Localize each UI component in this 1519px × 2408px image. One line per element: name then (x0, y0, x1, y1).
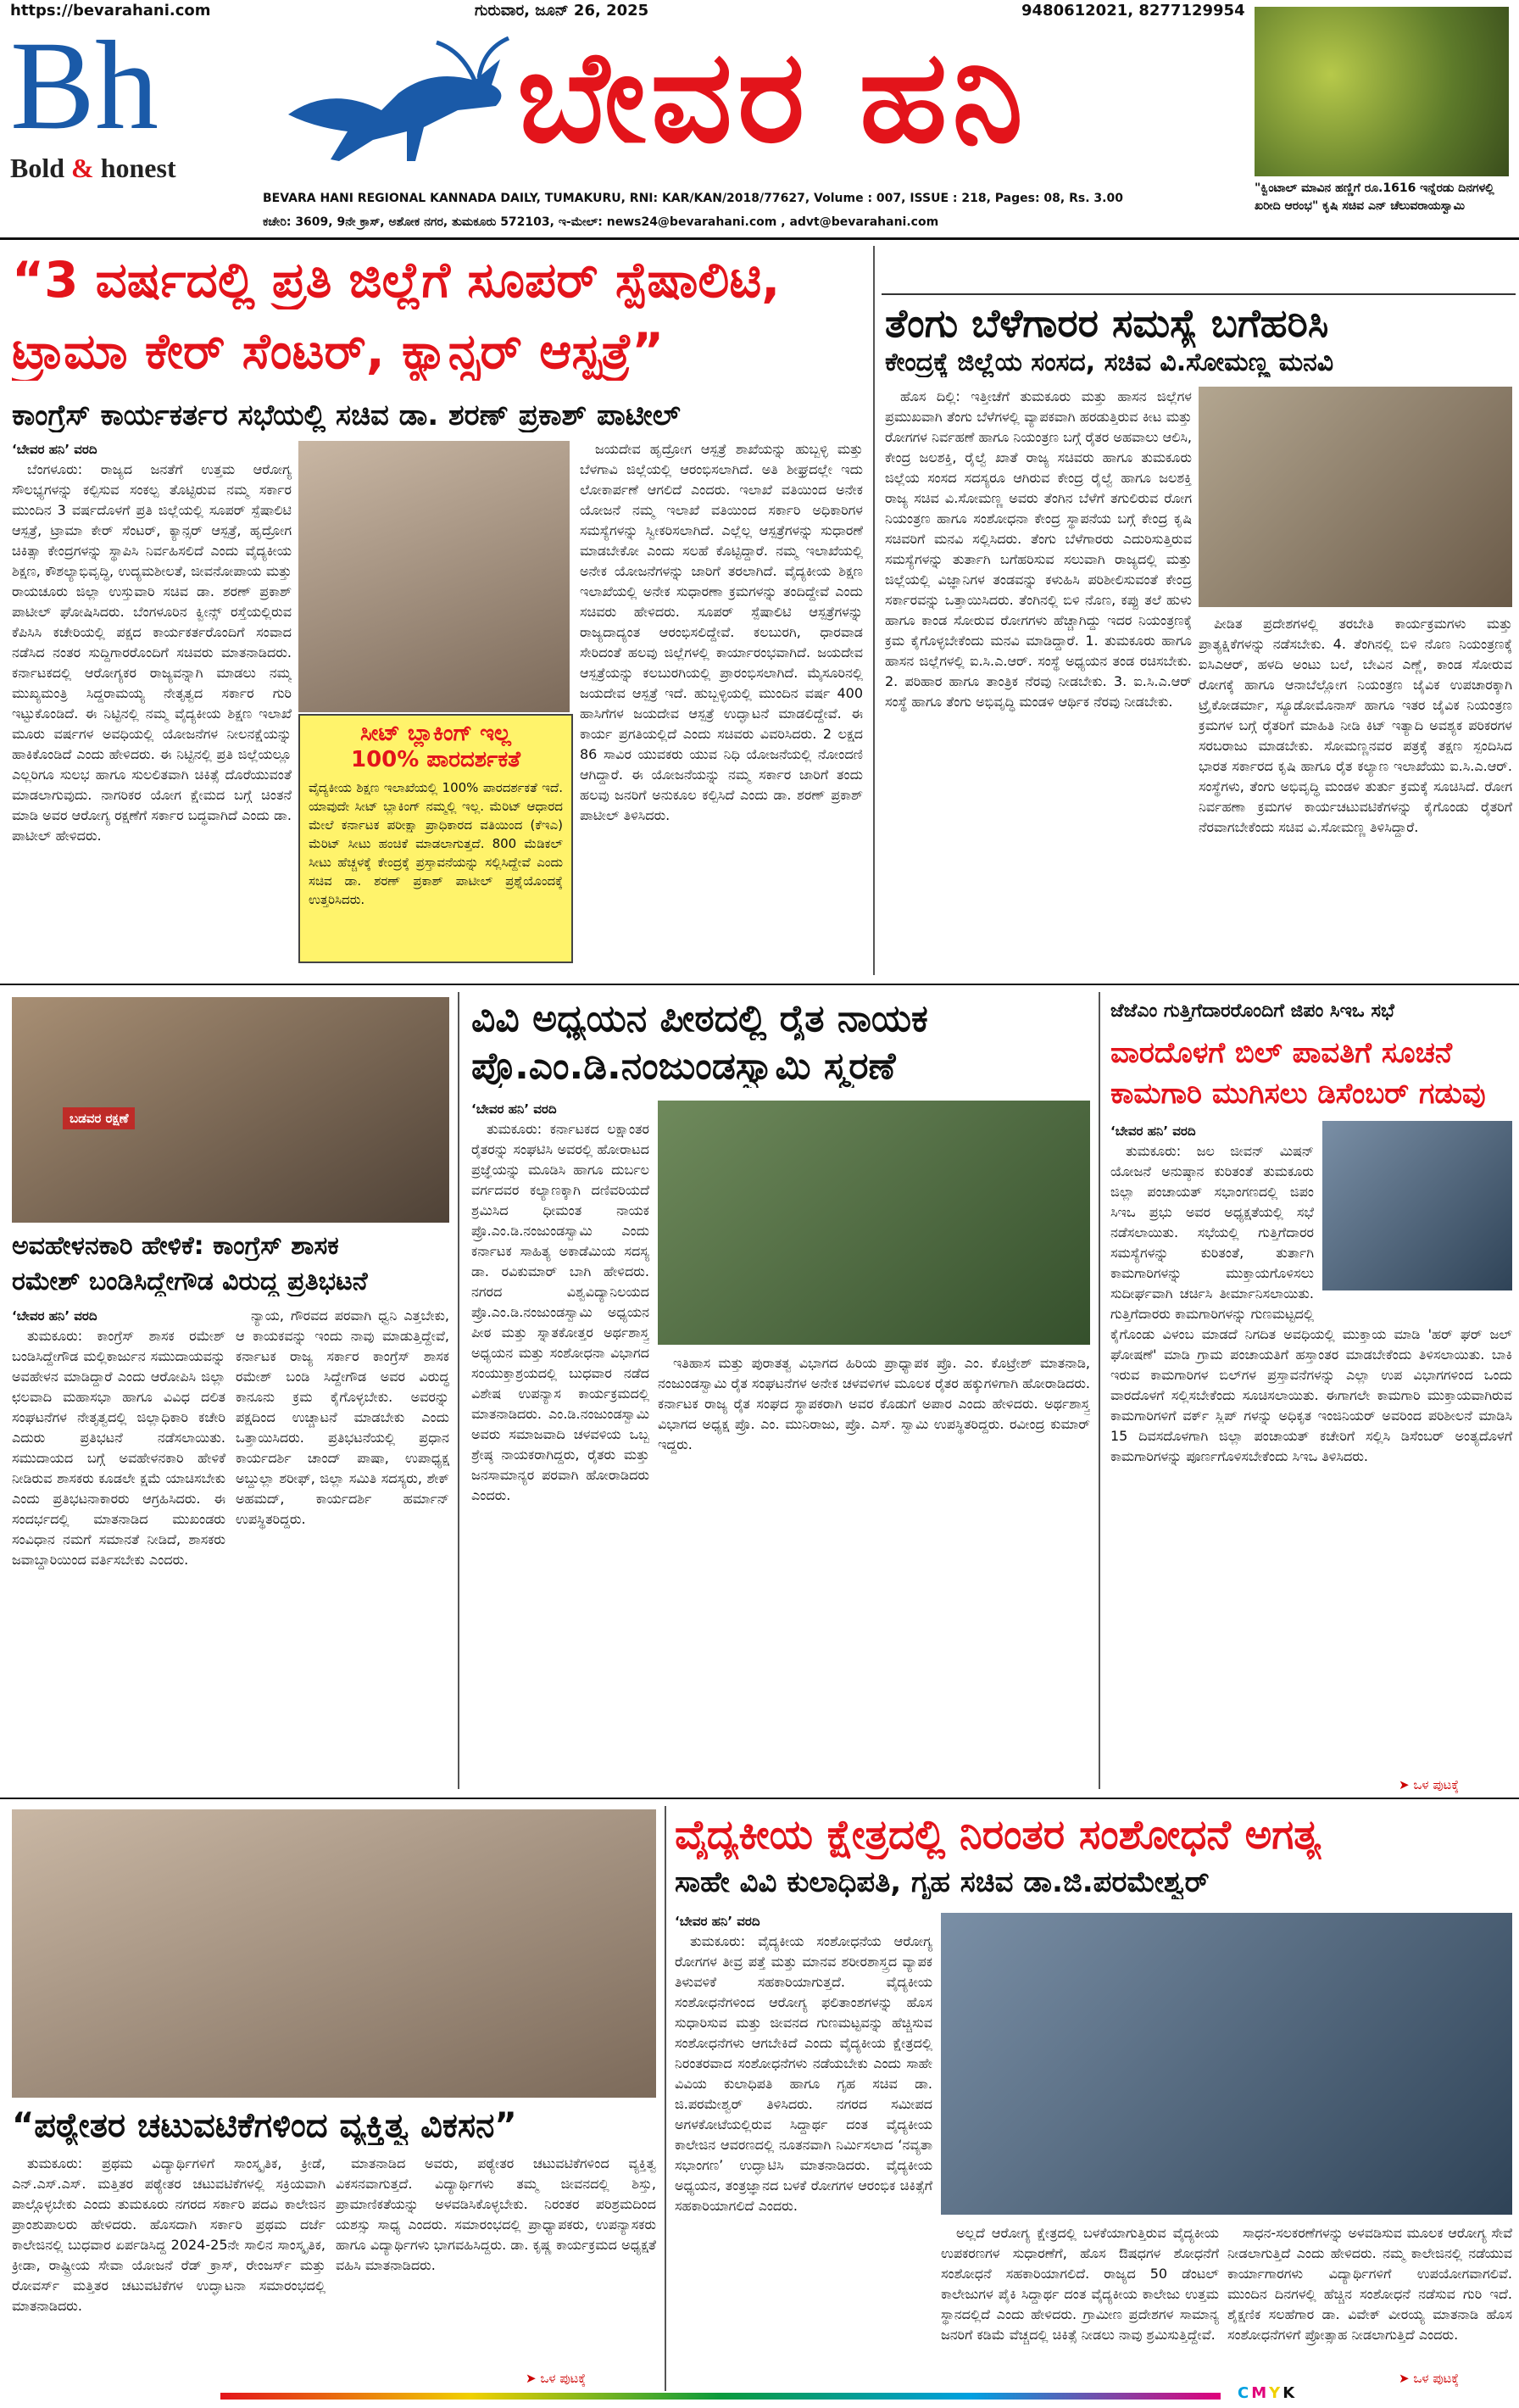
story7-col2-text: ಅಲ್ಲದೆ ಆರೋಗ್ಯ ಕ್ಷೇತ್ರದಲ್ಲಿ ಬಳಕೆಯಾಗುತ್ತಿರುವ ವೈದ್ಯಕೀಯ ಉಪಕರಣಗಳ ಸುಧಾರಣೆಗೆ, ಹೊಸ ಔಷಧಗಳ ಶೋಧನೆಗೆ ಸಂಶೋಧನೆ ಸಹಕಾರಿಯಾಗಲಿದೆ. ರಾಜ್ಯದ 50 ಡೆಂಟಲ್ ಕಾಲೇಜುಗಳ ಪೈಕಿ ಸಿದ್ದಾರ್ಥ ದಂತ ವೈದ್ಯಕೀಯ ಕಾಲೇಜು ಉತ್ತಮ ಸ್ಥಾನದಲ್ಲಿದೆ ಎಂದು ಹೇಳಿದರು. ಗ್ರಾಮೀಣ ಪ್ರದೇಶಗಳ ಸಾಮಾನ್ಯ ಜನರಿಗೆ ಕಡಿಮೆ ವೆಚ್ಚದಲ್ಲಿ ಚಿಕಿತ್ಸೆ ನೀಡಲು ನಾವು ಶ್ರಮಿಸುತ್ತಿದ್ದೇವೆ. (941, 2225, 1219, 2343)
story3-col2 (236, 1306, 449, 1786)
story5-kicker: ಜೆಜೆಎಂ ಗುತ್ತಿಗೆದಾರರೊಂದಿಗೆ ಜಿಪಂ ಸಿಇಒ ಸಭೆ (1110, 1001, 1394, 1022)
story3-credit: ‘ಬೇವರ ಹನಿ’ ವರದಿ (12, 1308, 97, 1324)
story3-headline-line1: ಅವಹೇಳನಕಾರಿ ಹೇಳಿಕೆ: ಕಾಂಗ್ರೆಸ್ ಶಾಸಕ (12, 1231, 339, 1261)
publication-info: BEVARA HANI REGIONAL KANNADA DAILY, TUMAKURU, RNI: KAR/KAN/2018/77627, Volume : 007, ISSUE : 218, Pages: 08, Rs. 3.00 (263, 192, 1123, 205)
mango-photo (1255, 7, 1509, 176)
protest-banner: ಬಡವರ ರಕ್ಷಣೆ (63, 1107, 135, 1129)
story7-col3 (1227, 2223, 1512, 2367)
logo-honest-word: honest (100, 153, 176, 183)
story6-col1 (12, 2154, 326, 2366)
story1-headline-line2: ಟ್ರಾಮಾ ಕೇರ್ ಸೆಂಟರ್, ಕ್ಯಾನ್ಸರ್ ಆಸ್ಪತ್ರೆ” (12, 322, 665, 380)
story1-headline-line1: “3 ವರ್ಷದಲ್ಲಿ ಪ್ರತಿ ಜಿಲ್ಲೆಗೆ ಸೂಪರ್ ಸ್ಪೆಷಾಲಿಟಿ, (12, 251, 781, 309)
issue-date: ಗುರುವಾರ, ಜೂನ್ 26, 2025 (475, 2, 649, 20)
office-address: ಕಚೇರಿ: 3609, 9ನೇ ಕ್ರಾಸ್, ಅಶೋಕ ನಗರ, ತುಮಕೂರು 572103, ಇ-ಮೇಲ್: news24@bevarahani.com , advt@bevarahani.com (263, 215, 939, 229)
story7-continued[interactable]: ➤ ಒಳ ಪುಟಕ್ಕೆ (1399, 2371, 1460, 2386)
deer-logo-icon (280, 34, 517, 170)
story7-credit: ‘ಬೇವರ ಹನಿ’ ವರದಿ (675, 1914, 760, 1929)
website-url[interactable]: https://bevarahani.com (10, 2, 211, 20)
story4-col1-text: ತುಮಕೂರು: ಕರ್ನಾಟಕದ ಲಕ್ಷಾಂತರ ರೈತರನ್ನು ಸಂಘಟಿಸಿ ಅವರಲ್ಲಿ ಹೋರಾಟದ ಪ್ರಜ್ಞೆಯನ್ನು ಮೂಡಿಸಿ ಹಾಗೂ ದುರ್ಬಲ ವರ್ಗದವರ ಕಲ್ಯಾಣಕ್ಕಾಗಿ ದಣಿವರಿಯದೆ ಶ್ರಮಿಸಿದ ಧೀಮಂತ ನಾಯಕ ಪ್ರೊ.ಎಂ.ಡಿ.ನಂಜುಂಡಸ್ವಾಮಿ ಎಂದು ಕರ್ನಾಟಕ ಸಾಹಿತ್ಯ ಅಕಾಡೆಮಿಯ ಸದಸ್ಯ ಡಾ. ರವಿಕುಮಾರ್ ಬಾಗಿ ಹೇಳಿದರು. ನಗರದ ವಿಶ್ವವಿದ್ಯಾನಿಲಯದ ಪ್ರೊ.ಎಂ.ಡಿ.ನಂಜುಂಡಸ್ವಾಮಿ ಅಧ್ಯಯನ ಪೀಠ ಮತ್ತು ಸ್ನಾತಕೋತ್ತರ ಅರ್ಥಶಾಸ್ತ್ರ ಅಧ್ಯಯನ ಮತ್ತು ಸಂಶೋಧನಾ ವಿಭಾಗದ ಸಂಯುಕ್ತಾಶ್ರಯದಲ್ಲಿ ಬುಧವಾರ ನಡೆದ ವಿಶೇಷ ಉಪನ್ಯಾಸ ಕಾರ್ಯಕ್ರಮದಲ್ಲಿ ಮಾತನಾಡಿದರು. ಎಂ.ಡಿ.ನಂಜುಂಡಸ್ವಾಮಿ ಅವರು ಸಮಾಜವಾದಿ ಚಳವಳಿಯ ಒಬ್ಬ ಶ್ರೇಷ್ಠ ನಾಯಕರಾಗಿದ್ದರು, ರೈತರು ಮತ್ತು ಜನಸಾಮಾನ್ಯರ ಪರವಾಗಿ ಹೋರಾಡಿದರು ಎಂದರು. (471, 1121, 649, 1503)
story4-col2-text: ಇತಿಹಾಸ ಮತ್ತು ಪುರಾತತ್ವ ವಿಭಾಗದ ಹಿರಿಯ ಪ್ರಾಧ್ಯಾಪಕ ಪ್ರೊ. ಎಂ. ಕೊಟ್ರೇಶ್ ಮಾತನಾಡಿ, ನಂಜುಂಡಸ್ವಾಮಿ ರೈತ ಸಂಘಟನೆಗಳ ಅನೇಕ ಚಳವಳಿಗಳ ಮೂಲಕ ರೈತರ ಹಕ್ಕುಗಳಿಗಾಗಿ ಹೋರಾಡಿದರು. ಕರ್ನಾಟಕ ರಾಜ್ಯ ರೈತ ಸಂಘದ ಸ್ಥಾಪಕರಾಗಿ ಅವರ ಕೊಡುಗೆ ಅಪಾರ ಎಂದು ಹೇಳಿದರು. ಅರ್ಥಶಾಸ್ತ್ರ ವಿಭಾಗದ ಅಧ್ಯಕ್ಷ ಪ್ರೊ. ಎಂ. ಮುನಿರಾಜು, ಪ್ರೊ. ಎಸ್. ಸ್ವಾಮಿ ಉಪಸ್ಥಿತರಿದ್ದರು. ರವೀಂದ್ರ ಕುಮಾರ್ ಇದ್ದರು. (658, 1355, 1090, 1452)
story2-col1 (885, 387, 1192, 972)
story5-credit: ‘ಬೇವರ ಹನಿ’ ವರದಿ (1110, 1123, 1196, 1139)
newspaper-title: ಬೇವರ ಹನಿ (517, 24, 1028, 171)
bh-logo-letters: Bh (10, 15, 159, 156)
story6-col2 (336, 2154, 656, 2366)
col-divider-4 (665, 1806, 666, 2391)
cmyk-c: C (1238, 2384, 1249, 2402)
col-divider-2 (458, 992, 459, 1789)
logo-amp: & (71, 153, 94, 183)
masthead-rule (0, 237, 1519, 240)
study-chair-photo (658, 1101, 1090, 1345)
story2-headline: ತೆಂಗು ಬೆಳೆಗಾರರ ಸಮಸ್ಯೆ ಬಗೆಹರಿಸಿ (885, 300, 1329, 346)
story4-col2 (658, 1353, 1090, 1786)
protest-photo (12, 997, 449, 1223)
photo-float-spacer (1314, 1141, 1512, 1316)
story1-col1 (12, 439, 292, 958)
story4-headline-line1: ವಿವಿ ಅಧ್ಯಯನ ಪೀಠದಲ್ಲಿ ರೈತ ನಾಯಕ (471, 997, 928, 1040)
story7-col2 (941, 2223, 1219, 2386)
story2-col2 (1199, 614, 1512, 972)
color-bar (220, 2393, 1221, 2400)
story2-subhead: ಕೇಂದ್ರಕ್ಕೆ ಜಿಲ್ಲೆಯ ಸಂಸದ, ಸಚಿವ ವಿ.ಸೋಮಣ್ಣ ಮನವಿ (885, 348, 1334, 377)
story5-continued[interactable]: ➤ ಒಳ ಪುಟಕ್ಕೆ (1399, 1777, 1460, 1792)
logo-bold-word: Bold (10, 153, 65, 183)
story6-headline: “ಪಠ್ಯೇತರ ಚಟುವಟಿಕೆಗಳಿಂದ ವ್ಯಕ್ತಿತ್ವ ವಿಕಸನ” (12, 2106, 517, 2145)
cmyk-y: Y (1269, 2384, 1281, 2402)
story1-credit: ‘ಬೇವರ ಹನಿ’ ವರದಿ (12, 442, 97, 457)
story7-col1 (675, 1911, 932, 2386)
story1-subhead: ಕಾಂಗ್ರೆಸ್ ಕಾರ್ಯಕರ್ತರ ಸಭೆಯಲ್ಲಿ ಸಚಿವ ಡಾ. ಶರಣ್ ಪ್ರಕಾಶ್ ಪಾಟೀಲ್ (12, 399, 681, 432)
cmyk-k: K (1283, 2384, 1295, 2402)
col-divider-1 (873, 246, 875, 975)
story4-headline-line2: ಪ್ರೊ.ಎಂ.ಡಿ.ನಂಜುಂಡಸ್ವಾಮಿ ಸ್ಮರಣೆ (471, 1045, 896, 1088)
story1-col1-text: ಬೆಂಗಳೂರು: ರಾಜ್ಯದ ಜನತೆಗೆ ಉತ್ತಮ ಆರೋಗ್ಯ ಸೌಲಭ್ಯಗಳನ್ನು ಕಲ್ಪಿಸುವ ಸಂಕಲ್ಪ ತೊಟ್ಟಿರುವ ನಮ್ಮ ಸರ್ಕಾರ ಮುಂದಿನ 3 ವರ್ಷದೊಳಗೆ ಪ್ರತಿ ಜಿಲ್ಲೆಯಲ್ಲಿ ಸೂಪರ್ ಸ್ಪೆಷಾಲಿಟಿ ಆಸ್ಪತ್ರೆ, ಟ್ರಾಮಾ ಕೇರ್ ಸೆಂಟರ್, ಕ್ಯಾನ್ಸರ್ ಆಸ್ಪತ್ರೆ, ಹೃದ್ರೋಗ ಚಿಕಿತ್ಸಾ ಕೇಂದ್ರಗಳನ್ನು ಸ್ಥಾಪಿಸಿ ನಿರ್ವಹಿಸಲಿದೆ ಎಂದು ವೈದ್ಯಕೀಯ ಶಿಕ್ಷಣ, ಕೌಶಲ್ಯಾಭಿವೃದ್ಧಿ, ಉದ್ಯಮಶೀಲತೆ, ಜೀವನೋಪಾಯ ಮತ್ತು ರಾಯಚೂರು ಜಿಲ್ಲಾ ಉಸ್ತುವಾರಿ ಸಚಿವ ಡಾ. ಶರಣ್ ಪ್ರಕಾಶ್ ಪಾಟೀಲ್ ಘೋಷಿಸಿದರು. ಬೆಂಗಳೂರಿನ ಕ್ವೀನ್ಸ್ ರಸ್ತೆಯಲ್ಲಿರುವ ಕೆಪಿಸಿಸಿ ಕಚೇರಿಯಲ್ಲಿ ಪಕ್ಷದ ಕಾರ್ಯಕರ್ತರೊಂದಿಗೆ ಸಂವಾದ ನಡೆಸಿದ ನಂತರ ಸುದ್ದಿಗಾರರೊಂದಿಗೆ ಸಚಿವರು ಮಾತನಾಡಿದರು. ಕರ್ನಾಟಕದಲ್ಲಿ ಆರೋಗ್ಯಕರ ರಾಜ್ಯವನ್ನಾಗಿ ಮಾಡಲು ನಮ್ಮ ಮುಖ್ಯಮಂತ್ರಿ ಸಿದ್ದರಾಮಯ್ಯ ನೇತೃತ್ವದ ಸರ್ಕಾರ ಗುರಿ ಇಟ್ಟುಕೊಂಡಿದೆ. ಈ ನಿಟ್ಟಿನಲ್ಲಿ ನಮ್ಮ ವೈದ್ಯಕೀಯ ಶಿಕ್ಷಣ ಇಲಾಖೆ ಮೂರು ವರ್ಷಗಳ ಅವಧಿಯಲ್ಲಿ ಯೋಜನೆಗಳ ನೀಲನಕ್ಷೆಯನ್ನು ಹಾಕಿಕೊಂಡಿದೆ ಎಂದು ಹೇಳಿದರು. ಈ ನಿಟ್ಟಿನಲ್ಲಿ ಪ್ರತಿ ಜಿಲ್ಲೆಯಲ್ಲೂ ಎಲ್ಲರಿಗೂ ಸುಲಭ ಹಾಗೂ ಸುಲಲಿತವಾಗಿ ಚಿಕಿತ್ಸೆ ದೊರೆಯುವಂತೆ ಮಾಡಲಾಗುವುದು. ನಾಗರಿಕರ ಯೋಗ ಕ್ಷೇಮದ ಬಗ್ಗೆ ಚಿಂತನೆ ಮಾಡಿ ಅವರ ಆರೋಗ್ಯ ರಕ್ಷಣೆಗೆ ಸರ್ಕಾರ ಬದ್ಧವಾಗಿದೆ ಎಂದು ಡಾ. ಪಾಟೀಲ್ ಹೇಳಿದರು. (12, 461, 292, 844)
story6-col1-text: ತುಮಕೂರು: ಪ್ರಥಮ ವಿದ್ಯಾರ್ಥಿಗಳಿಗೆ ಸಾಂಸ್ಕೃತಿಕ, ಕ್ರೀಡೆ, ಎನ್.ಎಸ್.ಎಸ್. ಮತ್ತಿತರ ಪಠ್ಯೇತರ ಚಟುವಟಿಕೆಗಳಲ್ಲಿ ಸಕ್ರಿಯವಾಗಿ ಪಾಲ್ಗೊಳ್ಳಬೇಕು ಎಂದು ತುಮಕೂರು ನಗರದ ಸರ್ಕಾರಿ ಪದವಿ ಕಾಲೇಜಿನ ಪ್ರಾಂಶುಪಾಲರು ಹೇಳಿದರು. ಹೊಸದಾಗಿ ಸರ್ಕಾರಿ ಪ್ರಥಮ ದರ್ಜೆ ಕಾಲೇಜಿನಲ್ಲಿ ಬುಧವಾರ ಏರ್ಪಡಿಸಿದ್ದ 2024-25ನೇ ಸಾಲಿನ ಸಾಂಸ್ಕೃತಿಕ, ಕ್ರೀಡಾ, ರಾಷ್ಟ್ರೀಯ ಸೇವಾ ಯೋಜನೆ ರೆಡ್ ಕ್ರಾಸ್, ರೇಂಜರ್ಸ್ ಮತ್ತು ರೋವರ್ಸ್ ಮತ್ತಿತರ ಚಟುವಟಿಕೆಗಳ ಉದ್ಘಾಟನಾ ಸಮಾರಂಭದಲ್ಲಿ ಮಾತನಾಡಿದರು. (12, 2155, 326, 2314)
story3-headline-line2: ರಮೇಶ್ ಬಂಡಿಸಿದ್ದೇಗೌಡ ವಿರುದ್ಧ ಪ್ರತಿಭಟನೆ (12, 1267, 368, 1296)
story4-credit: ‘ಬೇವರ ಹನಿ’ ವರದಿ (471, 1101, 557, 1117)
story5-text: ತುಮಕೂರು: ಜಲ ಜೀವನ್ ಮಿಷನ್ ಯೋಜನೆ ಅನುಷ್ಠಾನ ಕುರಿತಂತೆ ತುಮಕೂರು ಜಿಲ್ಲಾ ಪಂಚಾಯತ್ ಸಭಾಂಗಣದಲ್ಲಿ ಜಿಪಂ ಸಿಇಒ ಪ್ರಭು ಅವರ ಅಧ್ಯಕ್ಷತೆಯಲ್ಲಿ ಸಭೆ ನಡೆಸಲಾಯಿತು. ಸಭೆಯಲ್ಲಿ ಗುತ್ತಿಗೆದಾರರ ಸಮಸ್ಯೆಗಳನ್ನು ಕುರಿತಂತೆ, ತುರ್ತಾಗಿ ಕಾಮಗಾರಿಗಳನ್ನು ಮುಕ್ತಾಯಗೊಳಿಸಲು ಸುದೀರ್ಘವಾಗಿ ಚರ್ಚಿಸಿ ತೀರ್ಮಾನಿಸಲಾಯಿತು. ಗುತ್ತಿಗೆದಾರರು ಕಾಮಗಾರಿಗಳನ್ನು ಗುಣಮಟ್ಟದಲ್ಲಿ ಕೈಗೊಂಡು ವಿಳಂಬ ಮಾಡದೆ ನಿಗದಿತ ಅವಧಿಯಲ್ಲಿ ಮುಕ್ತಾಯ ಮಾಡಿ 'ಹರ್ ಘರ್ ಜಲ್ ಘೋಷಣೆ' ಮಾಡಿ ಗ್ರಾಮ ಪಂಚಾಯತಿಗೆ ಹಸ್ತಾಂತರ ಮಾಡಬೇಕೆಂದು ತಿಳಿಸಲಾಯಿತು. ಬಾಕಿ ಇರುವ ಕಾಮಗಾರಿಗಳ ಬಿಲ್‌ಗಳ ಪ್ರಸ್ತಾವನೆಗಳನ್ನು ಎಲ್ಲಾ ಉಪ ವಿಭಾಗಗಳಿಂದ ಒಂದು ವಾರದೊಳಗೆ ಸಲ್ಲಿಸಬೇಕೆಂದು ಸೂಚಿಸಲಾಯಿತು. ಈಗಾಗಲೇ ಕಾಮಗಾರಿ ಮುಕ್ತಾಯವಾಗಿರುವ ಕಾಮಗಾರಿಗಳಿಗೆ ವರ್ಕ್ ಸ್ಲಿಪ್ ಗಳನ್ನು ಅಧಿಕೃತ ಇಂಜಿನಿಯರ್ ಅವರಿಂದ ಪರಿಶೀಲನೆ ಮಾಡಿಸಿ 15 ದಿವಸದೊಳಗಾಗಿ ಜಿಲ್ಲಾ ಪಂಚಾಯತ್ ಕಚೇರಿಗೆ ಸಲ್ಲಿಸಿ ಡಿಸೆಂಬರ್ ಅಂತ್ಯದೊಳಗೆ ಕಾಮಗಾರಿಗಳನ್ನು ಪೂರ್ಣಗೊಳಿಸಬೇಕೆಂದು ಸಿಇಒ ತಿಳಿಸಿದರು. (1110, 1143, 1512, 1464)
story6-continued[interactable]: ➤ ಒಳ ಪುಟಕ್ಕೆ (526, 2371, 587, 2386)
story3-col1 (12, 1306, 225, 1786)
college-event-photo (12, 1809, 656, 2098)
story3-col2-text: ನ್ಯಾಯ, ಗೌರವದ ಪರವಾಗಿ ಧ್ವನಿ ಎತ್ತಬೇಕು, ಆ ಕಾಯಕವನ್ನು ಇಂದು ನಾವು ಮಾಡುತ್ತಿದ್ದೇವೆ, ಕರ್ನಾಟಕ ರಾಜ್ಯ ಸರ್ಕಾರ ಕಾಂಗ್ರೆಸ್ ಶಾಸಕ ರಮೇಶ್ ಬಂಡಿ ಸಿದ್ದೇಗೌಡ ಅವರ ವಿರುದ್ಧ ಕಾನೂನು ಕ್ರಮ ಕೈಗೊಳ್ಳಬೇಕು. ಅವರನ್ನು ಪಕ್ಷದಿಂದ ಉಚ್ಚಾಟನೆ ಮಾಡಬೇಕು ಎಂದು ಒತ್ತಾಯಿಸಿದರು. ಪ್ರತಿಭಟನೆಯಲ್ಲಿ ಪ್ರಧಾನ ಕಾರ್ಯದರ್ಶಿ ಚಾಂದ್ ಪಾಷಾ, ಉಪಾಧ್ಯಕ್ಷ ಅಬ್ದುಲ್ಲಾ ಶರೀಫ್, ಜಿಲ್ಲಾ ಸಮಿತಿ ಸದಸ್ಯರು, ಶೇಕ್ ಅಹಮದ್, ಕಾರ್ಯದರ್ಶಿ ಹರ್ಮಾನ್ ಉಪಸ್ಥಿತರಿದ್ದರು. (236, 1307, 449, 1527)
story4-col1 (471, 1099, 649, 1786)
box-title-line1: ಸೀಟ್ ಬ್ಲಾಕಿಂಗ್ ಇಲ್ಲ (360, 721, 511, 746)
story7-subhead: ಸಾಹೇ ವಿವಿ ಕುಲಾಧಿಪತಿ, ಗೃಹ ಸಚಿವ ಡಾ.ಜಿ.ಪರಮೇಶ್ವರ್ (675, 1865, 1210, 1899)
story7-headline: ವೈದ್ಯಕೀಯ ಕ್ಷೇತ್ರದಲ್ಲಿ ನಿರಂತರ ಸಂಶೋಧನೆ ಅಗತ್ಯ (675, 1811, 1321, 1859)
story6-col2-text: ಮಾತನಾಡಿದ ಅವರು, ಪಠ್ಯೇತರ ಚಟುವಟಿಕೆಗಳಿಂದ ವ್ಯಕ್ತಿತ್ವ ವಿಕಸನವಾಗುತ್ತದೆ. ವಿದ್ಯಾರ್ಥಿಗಳು ತಮ್ಮ ಜೀವನದಲ್ಲಿ ಶಿಸ್ತು, ಪ್ರಾಮಾಣಿಕತೆಯನ್ನು ಅಳವಡಿಸಿಕೊಳ್ಳಬೇಕು. ನಿರಂತರ ಪರಿಶ್ರಮದಿಂದ ಯಶಸ್ಸು ಸಾಧ್ಯ ಎಂದರು. ಸಮಾರಂಭದಲ್ಲಿ ಪ್ರಾಧ್ಯಾಪಕರು, ಉಪನ್ಯಾಸಕರು ಹಾಗೂ ವಿದ್ಯಾರ್ಥಿಗಳು ಭಾಗವಹಿಸಿದ್ದರು. ಡಾ. ಕೃಷ್ಣ ಕಾರ್ಯಕ್ರಮದ ಅಧ್ಯಕ್ಷತೆ ವಹಿಸಿ ಮಾತನಾಡಿದರು. (336, 2155, 656, 2273)
story5-headline-line2: ಕಾಮಗಾರಿ ಮುಗಿಸಲು ಡಿಸೆಂಬರ್ ಗಡುವು (1110, 1077, 1486, 1111)
cmyk-marks (1238, 2384, 1297, 2402)
ear-caption: "ಕ್ವಿಂಟಾಲ್ ಮಾವಿನ ಹಣ್ಣಿಗೆ ರೂ.1616 ಇನ್ನೆರಡು ದಿನಗಳಲ್ಲಿ ಖರೀದಿ ಆರಂಭ" ಕೃಷಿ ಸಚಿವ ಎನ್ ಚೆಲುವರಾಯಸ್ವಾಮಿ (1255, 181, 1494, 213)
minister-photo (298, 441, 570, 712)
mid-rule-1 (0, 984, 1519, 985)
story2-col2-text: ಪೀಡಿತ ಪ್ರದೇಶಗಳಲ್ಲಿ ತರಬೇತಿ ಕಾರ್ಯಕ್ರಮಗಳು ಮತ್ತು ಪ್ರಾತ್ಯಕ್ಷಿಕೆಗಳನ್ನು ನಡೆಸಬೇಕು. 4. ತೆಂಗಿನಲ್ಲಿ ಬಿಳಿ ನೊಣ ನಿಯಂತ್ರಣಕ್ಕೆ ಐಸಿಎಆರ್, ಹಳದಿ ಅಂಟು ಬಲೆ, ಬೇವಿನ ಎಣ್ಣೆ, ಕಾಂಡ ಸೋರುವ ರೋಗಕ್ಕೆ ಹಾಗೂ ಆನಾಬೆಲ್ಲೋಗ ನಿಯಂತ್ರಣ ಜೈವಿಕ ಉಪಚಾರಕ್ಕಾಗಿ ಟ್ರೈಕೋಡರ್ಮಾ, ಸ್ಯೂಡೋಮೊನಾಸ್ ಹಾಗೂ ಇತರ ಜೈವಿಕ ನಿಯಂತ್ರಣ ಕ್ರಮಗಳ ಬಗ್ಗೆ ರೈತರಿಗೆ ಮಾಹಿತಿ ನೀಡಿ ಕಿಟ್ ಇತ್ಯಾದಿ ಅವಶ್ಯಕ ಪರಿಕರಗಳ ಸರಬರಾಜು ಮಾಡಬೇಕು. ಸೋಮಣ್ಣನವರ ಪತ್ರಕ್ಕೆ ತಕ್ಷಣ ಸ್ಪಂದಿಸಿದ ಭಾರತ ಸರ್ಕಾರದ ಕೃಷಿ ಹಾಗೂ ರೈತ ಕಲ್ಯಾಣ ಇಲಾಖೆಯು ಐ.ಸಿ.ಎ.ಆರ್. ಸಂಸ್ಥೆಗಳು, ತೆಂಗು ಅಭಿವೃದ್ಧಿ ಮಂಡಳಿ ತುರ್ತು ಕ್ರಮಕ್ಕೆ ಸೂಚಿಸಿದೆ. ರೋಗ ನಿರ್ವಹಣಾ ಕ್ರಮಗಳ ಕಾರ್ಯಚಟುವಟಿಕೆಗಳನ್ನು ಕೈಗೊಂಡು ರೈತರಿಗೆ ನೆರವಾಗಬೇಕೆಂದು ಸಚಿವ ವಿ.ಸೋಮಣ್ಣ ತಿಳಿಸಿದ್ದಾರೆ. (1199, 616, 1512, 835)
story5-col (1110, 1121, 1512, 1774)
box-text: ವೈದ್ಯಕೀಯ ಶಿಕ್ಷಣ ಇಲಾಖೆಯಲ್ಲಿ 100% ಪಾರದರ್ಶಕತೆ ಇದೆ. ಯಾವುದೇ ಸೀಟ್ ಬ್ಲಾಕಿಂಗ್ ನಮ್ಮಲ್ಲಿ ಇಲ್ಲ. ಮೆರಿಟ್ ಆಧಾರದ ಮೇಲೆ ಕರ್ನಾಟಕ ಪರೀಕ್ಷಾ ಪ್ರಾಧಿಕಾರದ ವತಿಯಿಂದ (ಕೆಇಎ) ಮೆರಿಟ್ ಸೀಟು ಹಂಚಿಕೆ ಮಾಡಲಾಗುತ್ತದೆ. 800 ಮೆಡಿಕಲ್ ಸೀಟು ಹೆಚ್ಚಳಕ್ಕೆ ಕೇಂದ್ರಕ್ಕೆ ಪ್ರಸ್ತಾವನೆಯನ್ನು ಸಲ್ಲಿಸಿದ್ದೇವೆ ಎಂದು ಸಚಿವ ಡಾ. ಶರಣ್ ಪ್ರಕಾಶ್ ಪಾಟೀಲ್ ಪ್ರಶ್ನೆಯೊಂದಕ್ಕೆ ಉತ್ತರಿಸಿದರು. (309, 780, 563, 907)
story7-col3-text: ಸಾಧನ-ಸಲಕರಣೆಗಳನ್ನು ಅಳವಡಿಸುವ ಮೂಲಕ ಆರೋಗ್ಯ ಸೇವೆ ನೀಡಲಾಗುತ್ತಿದೆ ಎಂದು ಹೇಳಿದರು. ನಮ್ಮ ಕಾಲೇಜಿನಲ್ಲಿ ನಡೆಯುವ ಕಾರ್ಯಾಗಾರಗಳು ವಿದ್ಯಾರ್ಥಿಗಳಿಗೆ ಉಪಯೋಗವಾಗಲಿವೆ. ಮುಂದಿನ ದಿನಗಳಲ್ಲಿ ಹೆಚ್ಚಿನ ಸಂಶೋಧನೆ ನಡೆಸುವ ಗುರಿ ಇದೆ. ಶೈಕ್ಷಣಿಕ ಸಲಹೆಗಾರ ಡಾ. ವಿವೇಕ್ ವೀರಯ್ಯ ಮಾತನಾಡಿ ಹೊಸ ಸಂಶೋಧನೆಗಳಿಗೆ ಪ್ರೋತ್ಸಾಹ ನೀಡಲಾಗುತ್ತಿದೆ ಎಂದರು. (1227, 2225, 1512, 2343)
story2-col1-text: ಹೊಸ ದಿಲ್ಲಿ: ಇತ್ತೀಚೆಗೆ ತುಮಕೂರು ಮತ್ತು ಹಾಸನ ಜಿಲ್ಲೆಗಳ ಪ್ರಮುಖವಾಗಿ ತೆಂಗು ಬೆಳೆಗಳಲ್ಲಿ ವ್ಯಾಪಕವಾಗಿ ಹರಡುತ್ತಿರುವ ಕೀಟ ಮತ್ತು ರೋಗಗಳ ನಿರ್ವಹಣೆ ಹಾಗೂ ನಿಯಂತ್ರಣ ಬಗ್ಗೆ ರೈತರ ಅಹವಾಲು ಆಲಿಸಿ, ಕೇಂದ್ರ ಜಲಶಕ್ತಿ, ರೈಲ್ವೆ ಖಾತೆ ರಾಜ್ಯ ಸಚಿವರು ಹಾಗೂ ತುಮಕೂರು ಜಿಲ್ಲೆಯ ಸಂಸದ ಸದಸ್ಯರೂ ಆಗಿರುವ ಕೇಂದ್ರ ರೈಲ್ವೆ ಹಾಗೂ ಜಲಶಕ್ತಿ ರಾಜ್ಯ ಸಚಿವ ವಿ.ಸೋಮಣ್ಣ ಅವರು ತೆಂಗಿನ ಬೆಳೆಗೆ ತಗುಲಿರುವ ರೋಗ ನಿಯಂತ್ರಣ ಹಾಗೂ ಸಂಶೋಧನಾ ಕೇಂದ್ರ ಸ್ಥಾಪನೆಯ ಬಗ್ಗೆ ಕೇಂದ್ರ ಕೃಷಿ ಸಚಿವರಿಗೆ ಮನವಿ ಸಲ್ಲಿಸಿದರು. ತೆಂಗು ಬೆಳೆಗಾರರು ಎದುರಿಸುತ್ತಿರುವ ಸಮಸ್ಯೆಗಳನ್ನು ತುರ್ತಾಗಿ ಬಗೆಹರಿಸುವ ಸಲುವಾಗಿ ರಾಜ್ಯದಲ್ಲಿ ಮತ್ತು ಜಿಲ್ಲೆಯಲ್ಲಿ ವಿಜ್ಞಾನಿಗಳ ತಂಡವನ್ನು ಕಳುಹಿಸಿ ಪರಿಶೀಲಿಸುವಂತೆ ಕೇಂದ್ರ ಸರ್ಕಾರವನ್ನು ಒತ್ತಾಯಿಸಿದರು. ತೆಂಗಿನಲ್ಲಿ ಬಿಳಿ ನೊಣ, ಕಪ್ಪು ತಲೆ ಹುಳು ಹಾಗೂ ಕಾಂಡ ಸೋರುವ ರೋಗಗಳು ಹೆಚ್ಚಾಗಿದ್ದು ಇದರ ನಿಯಂತ್ರಣಕ್ಕೆ ಕ್ರಮ ಕೈಗೊಳ್ಳಬೇಕೆಂದು ಮನವಿ ಮಾಡಿದ್ದಾರೆ. 1. ತುಮಕೂರು ಹಾಗೂ ಹಾಸನ ಜಿಲ್ಲೆಗಳಲ್ಲಿ ಐ.ಸಿ.ಎ.ಆರ್. ಸಂಸ್ಥೆ ಅಧ್ಯಯನ ತಂಡ ರಚಿಸಬೇಕು. 2. ಪರಿಹಾರ ಹಾಗೂ ತಾಂತ್ರಿಕ ನೆರವು ನೀಡಬೇಕು. 3. ಐ.ಸಿ.ಎ.ಆರ್ ಸಂಸ್ಥೆ ಹಾಗೂ ತೆಂಗು ಅಭಿವೃದ್ಧಿ ಮಂಡಳಿ ಆರ್ಥಿಕ ನೆರವು ನೀಡಬೇಕು. (885, 388, 1192, 710)
story5-headline-line1: ವಾರದೊಳಗೆ ಬಿಲ್ ಪಾವತಿಗೆ ಸೂಚನೆ (1110, 1036, 1453, 1070)
bh-logo (10, 15, 214, 183)
somanna-photo (1199, 387, 1512, 607)
story2-top-border (882, 293, 1516, 295)
mid-rule-2 (0, 1798, 1519, 1799)
story1-col2 (580, 439, 863, 958)
story7-col1-text: ತುಮಕೂರು: ವೈದ್ಯಕೀಯ ಸಂಶೋಧನೆಯ ಆರೋಗ್ಯ ರೋಗಗಳ ತೀವ್ರ ಪತ್ತೆ ಮತ್ತು ಮಾನವ ಶರೀರಶಾಸ್ತ್ರದ ವ್ಯಾಪಕ ತಿಳುವಳಿಕೆ ಸಹಕಾರಿಯಾಗುತ್ತದೆ. ವೈದ್ಯಕೀಯ ಸಂಶೋಧನೆಗಳಿಂದ ಆರೋಗ್ಯ ಫಲಿತಾಂಶಗಳನ್ನು ಹೊಸ ಸುಧಾರಿಸುವ ಮತ್ತು ಜೀವನದ ಗುಣಮಟ್ಟವನ್ನು ಹೆಚ್ಚಿಸುವ ಸಂಶೋಧನೆಗಳು ಆಗಬೇಕಿದೆ ಎಂದು ವೈದ್ಯಕೀಯ ಕ್ಷೇತ್ರದಲ್ಲಿ ನಿರಂತರವಾದ ಸಂಶೋಧನೆಗಳು ನಡೆಯಬೇಕು ಎಂದು ಸಾಹೇ ವಿವಿಯ ಕುಲಾಧಿಪತಿ ಹಾಗೂ ಗೃಹ ಸಚಿವ ಡಾ. ಜಿ.ಪರಮೇಶ್ವರ್ ತಿಳಿಸಿದರು. ನಗರದ ಸಮೀಪದ ಅಗಳಕೋಟೆಯಲ್ಲಿರುವ ಸಿದ್ದಾರ್ಥ ದಂತ ವೈದ್ಯಕೀಯ ಕಾಲೇಜಿನ ಆವರಣದಲ್ಲಿ ನೂತನವಾಗಿ ನಿರ್ಮಿಸಲಾದ ‘ನವ್ಯತಾ ಸಭಾಂಗಣ’ ಉದ್ಘಾಟಿಸಿ ಮಾತನಾಡಿದರು. ವೈದ್ಯಕೀಯ ಅಧ್ಯಯನ, ತಂತ್ರಜ್ಞಾನದ ಬಳಕೆ ರೋಗಗಳ ಆರಂಭಿಕ ಚಿಕಿತ್ಸೆಗೆ ಸಹಕಾರಿಯಾಗಲಿದೆ ಎಂದರು. (675, 1933, 932, 2214)
seat-blocking-box (298, 714, 573, 963)
phone-numbers: 9480612021, 8277129954 (1021, 2, 1245, 20)
story1-col2-text: ಜಯದೇವ ಹೃದ್ರೋಗ ಆಸ್ಪತ್ರೆ ಶಾಖೆಯನ್ನು ಹುಬ್ಬಳ್ಳಿ ಮತ್ತು ಬೆಳಗಾವಿ ಜಿಲ್ಲೆಯಲ್ಲಿ ಆರಂಭಿಸಲಾಗಿದೆ. ಅತಿ ಶೀಘ್ರದಲ್ಲೇ ಇದು ಲೋಕಾರ್ಪಣೆ ಆಗಲಿದೆ ಎಂದರು. ಇಲಾಖೆ ವತಿಯಿಂದ ಅನೇಕ ಯೋಜನೆ ನಮ್ಮ ಇಲಾಖೆ ವತಿಯಿಂದ ಸರ್ಕಾರಿ ಅಧಿಕಾರಿಗಳ ಸಮಸ್ಯೆಗಳನ್ನು ಸ್ವೀಕರಿಸಲಾಗಿದೆ. ಎಲ್ಲೆಲ್ಲ ಆಸ್ಪತ್ರೆಗಳನ್ನು ಸುಧಾರಣೆ ಮಾಡಬೇಕೋ ಎಂದು ಸಲಹೆ ಕೊಟ್ಟಿದ್ದಾರೆ. ನಮ್ಮ ಇಲಾಖೆಯಲ್ಲಿ ಅನೇಕ ಯೋಜನೆಗಳನ್ನು ಜಾರಿಗೆ ತರಲಾಗಿದೆ. ವೈದ್ಯಕೀಯ ಶಿಕ್ಷಣ ಇಲಾಖೆಯಲ್ಲಿ ಅನೇಕ ಸುಧಾರಣಾ ಕ್ರಮಗಳನ್ನು ತಂದಿದ್ದೇವೆ ಎಂದು ಸಚಿವರು ಹೇಳಿದರು. ಸೂಪರ್ ಸ್ಪೆಷಾಲಿಟಿ ಆಸ್ಪತ್ರೆಗಳನ್ನು ರಾಜ್ಯದಾದ್ಯಂತ ಆರಂಭಿಸಲಿದ್ದೇವೆ. ಕಲಬುರಗಿ, ಧಾರವಾಡ ಸೇರಿದಂತೆ ಹಲವು ಜಿಲ್ಲೆಗಳಲ್ಲಿ ಕಾರ್ಯಾರಂಭವಾಗಿದೆ. ಜಯದೇವ ಆಸ್ಪತ್ರೆಯನ್ನು ಕಲಬುರಗಿಯಲ್ಲಿ ಪ್ರಾರಂಭಿಸಲಾಗಿದೆ. ಮೈಸೂರಿನಲ್ಲಿ ಜಯದೇವ ಆಸ್ಪತ್ರೆ ಇದೆ. ಹುಬ್ಬಳ್ಳಿಯಲ್ಲಿ ಮುಂದಿನ ವರ್ಷ 400 ಹಾಸಿಗೆಗಳ ಜಯದೇವ ಆಸ್ಪತ್ರೆ ಉದ್ಘಾಟನೆ ಮಾಡಲಿದ್ದೇವೆ. ಈ ಕಾರ್ಯ ಪ್ರಗತಿಯಲ್ಲಿದೆ ಎಂದು ಸಚಿವರು ವಿವರಿಸಿದರು. 2 ಲಕ್ಷದ 86 ಸಾವಿರ ಯುವಕರು ಯುವ ನಿಧಿ ಯೋಜನೆಯಲ್ಲಿ ನೋಂದಣಿ ಆಗಿದ್ದಾರೆ. ಈ ಯೋಜನೆಯನ್ನು ನಮ್ಮ ಸರ್ಕಾರ ಜಾರಿಗೆ ತಂದು ಹಲವು ಜನರಿಗೆ ಅನುಕೂಲ ಕಲ್ಪಿಸಿದೆ ಎಂದು ಡಾ. ಶರಣ್ ಪ್ರಕಾಶ್ ಪಾಟೀಲ್ ತಿಳಿಸಿದರು. (580, 441, 863, 823)
cmyk-m: M (1251, 2384, 1267, 2402)
auditorium-inauguration-photo (941, 1913, 1512, 2215)
box-title-line2: 100% ಪಾರದರ್ಶಕತೆ (350, 747, 520, 772)
story3-col1-text: ತುಮಕೂರು: ಕಾಂಗ್ರೆಸ್ ಶಾಸಕ ರಮೇಶ್ ಬಂಡಿಸಿದ್ದೇಗೌಡ ಮಲ್ಲಿಕಾರ್ಜುನ ಸಮುದಾಯವನ್ನು ಅವಹೇಳನ ಮಾಡಿದ್ದಾರೆ ಎಂದು ಆರೋಪಿಸಿ ಜಿಲ್ಲಾ ಛಲವಾದಿ ಮಹಾಸಭಾ ಹಾಗೂ ವಿವಿಧ ದಲಿತ ಸಂಘಟನೆಗಳ ನೇತೃತ್ವದಲ್ಲಿ ಜಿಲ್ಲಾಧಿಕಾರಿ ಕಚೇರಿ ಎದುರು ಪ್ರತಿಭಟನೆ ನಡೆಸಲಾಯಿತು. ಸಮುದಾಯದ ಬಗ್ಗೆ ಅವಹೇಳನಕಾರಿ ಹೇಳಿಕೆ ನೀಡಿರುವ ಶಾಸಕರು ಕೂಡಲೇ ಕ್ಷಮೆ ಯಾಚಿಸಬೇಕು ಎಂದು ಪ್ರತಿಭಟನಾಕಾರರು ಆಗ್ರಹಿಸಿದರು. ಈ ಸಂದರ್ಭದಲ್ಲಿ ಮಾತನಾಡಿದ ಮುಖಂಡರು ಸಂವಿಧಾನ ನಮಗೆ ಸಮಾನತೆ ನೀಡಿದೆ, ಶಾಸಕರು ಜವಾಬ್ದಾರಿಯಿಂದ ವರ್ತಿಸಬೇಕು ಎಂದರು. (12, 1328, 225, 1568)
col-divider-3 (1099, 992, 1100, 1789)
